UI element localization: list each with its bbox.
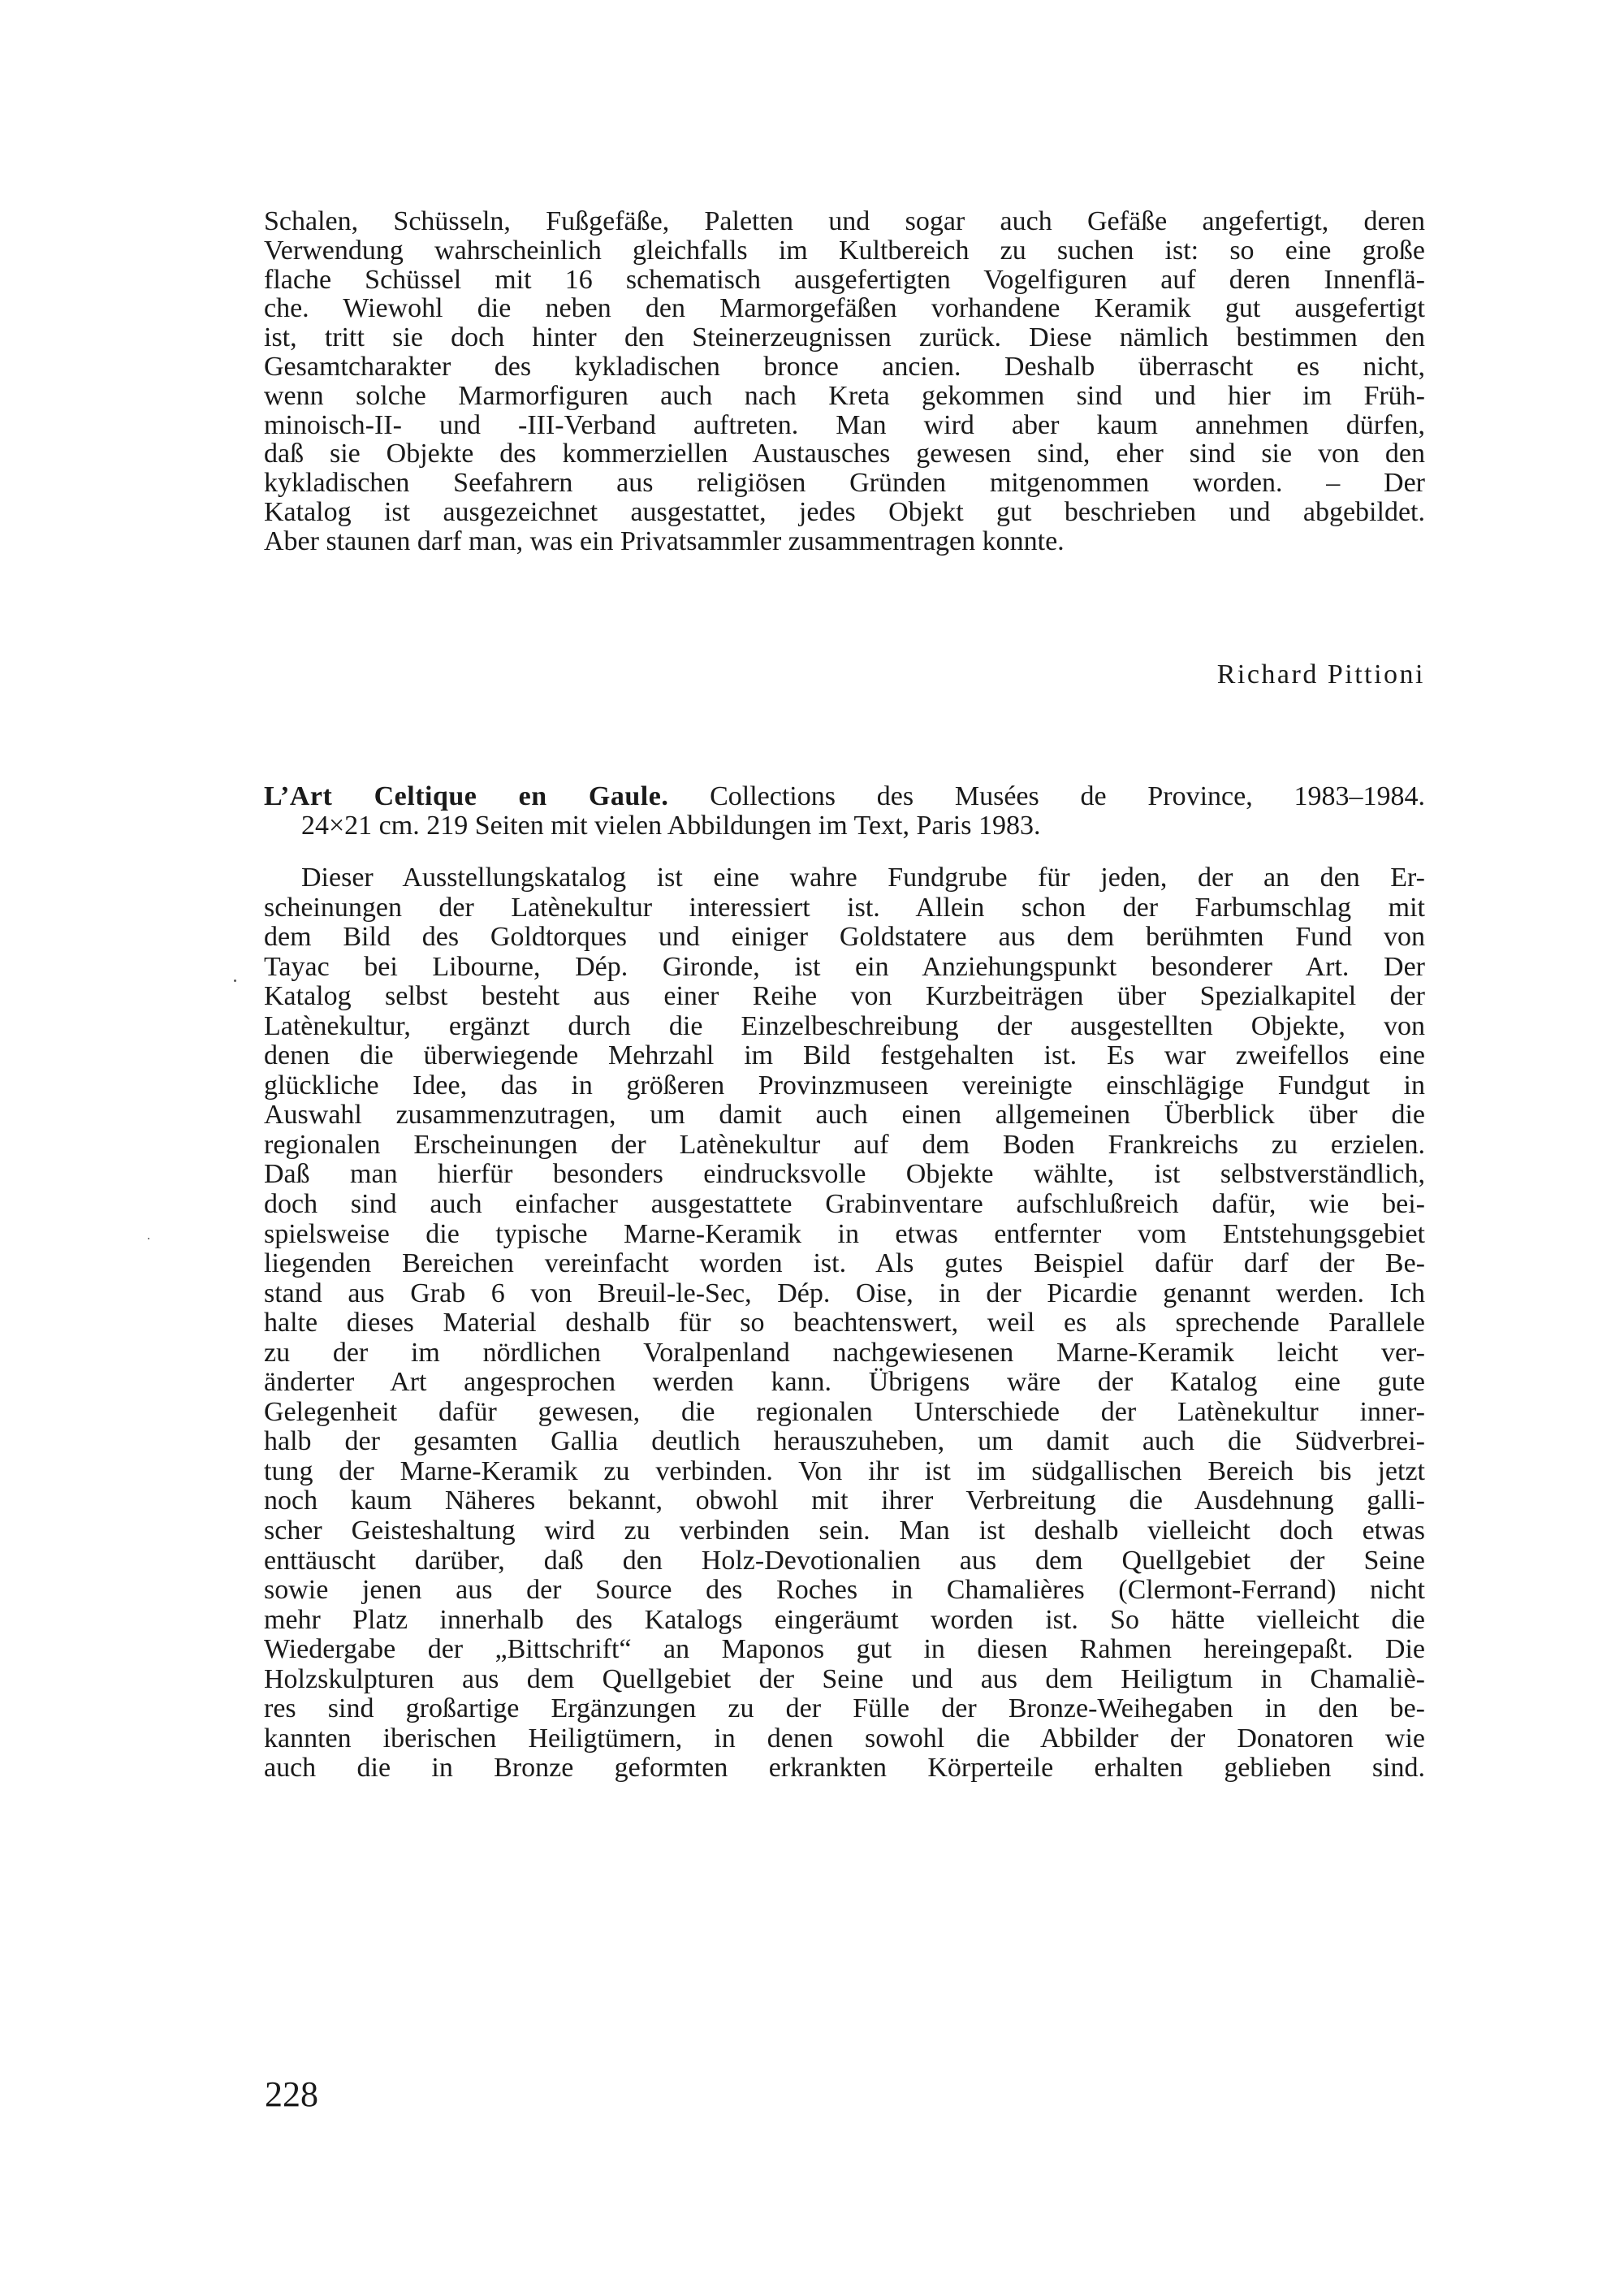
text-line: Wiedergabe der „Bittschrift“ an Maponos gut in diesen Rahmen hereingepaßt. Die [264, 1634, 1425, 1665]
text-line: Gelegenheit dafür gewesen, die regionalen Unterschiede der Latènekultur inner- [264, 1396, 1425, 1427]
text-line: tung der Marne-Keramik zu verbinden. Von ihr ist im südgallischen Bereich bis jetzt [264, 1455, 1425, 1486]
text-line: noch kaum Näheres bekannt, obwohl mit ihrer Verbreitung die Ausdehnung galli- [264, 1485, 1425, 1516]
text-line: Schalen, Schüsseln, Fußgefäße, Paletten und sogar auch Gefäße angefertigt, deren [264, 206, 1425, 236]
text-line: liegenden Bereichen vereinfacht worden ist. Als gutes Beispiel dafür darf der Be- [264, 1248, 1425, 1279]
text-line: kannten iberischen Heiligtümern, in denen sowohl die Abbilder der Donatoren wie [264, 1723, 1425, 1754]
text-line: Verwendung wahrscheinlich gleichfalls im Kultbereich zu suchen ist: so eine große [264, 235, 1425, 266]
text-line: auch die in Bronze geformten erkrankten Körperteile erhalten geblieben sind. [264, 1753, 1425, 1784]
page-number: 228 [265, 2074, 318, 2114]
text-line: Holzskulpturen aus dem Quellgebiet der Seine und aus dem Heiligtum in Chamaliè- [264, 1663, 1425, 1694]
text-line: stand aus Grab 6 von Breuil-le-Sec, Dép. Oise, in der Picardie genannt werden. Ich [264, 1278, 1425, 1308]
text-line: Daß man hierfür besonders eindrucksvolle Objekte wählte, ist selbstverständlich, [264, 1159, 1425, 1190]
text-line: Aber staunen darf man, was ein Privatsammler zusammentragen konnte. [264, 525, 1065, 556]
text-line: denen die überwiegende Mehrzahl im Bild festgehalten ist. Es war zweifellos eine [264, 1040, 1425, 1071]
review-citation [264, 782, 1425, 841]
text-line: Tayac bei Libourne, Dép. Gironde, ist ein Anziehungspunkt besonderer Art. Der [264, 951, 1425, 982]
text-line: flache Schüssel mit 16 schematisch ausgefertigten Vogelfiguren auf deren Innenflä- [264, 264, 1425, 295]
text-line: ist, tritt sie doch hinter den Steinerzeugnissen zurück. Diese nämlich bestimmen den [264, 322, 1425, 353]
text-line: Katalog selbst besteht aus einer Reihe von Kurzbeiträgen über Spezialkapitel der [264, 981, 1425, 1012]
scan-speck [234, 980, 236, 982]
reviewer-signature: Richard Pittioni [1216, 659, 1425, 690]
citation-line-1 [264, 782, 1425, 811]
text-line: halte dieses Material deshalb für so beachtenswert, weil es als sprechende Parallele [264, 1308, 1425, 1338]
text-line: Auswahl zusammenzutragen, um damit auch einen allgemeinen Überblick über die [264, 1100, 1425, 1131]
text-line: regionalen Erscheinungen der Latènekultur auf dem Boden Frankreichs zu erzielen. [264, 1129, 1425, 1160]
text-line: minoisch-II- und -III-Verband auftreten. Man wird aber kaum annehmen dürfen, [264, 409, 1425, 440]
text-line: änderter Art angesprochen werden kann. Übrigens wäre der Katalog eine gute [264, 1367, 1425, 1398]
previous-review-text [264, 207, 1425, 556]
text-line: zu der im nördlichen Voralpenland nachgewiesenen Marne-Keramik leicht ver- [264, 1337, 1425, 1368]
text-line: scheinungen der Latènekultur interessiert ist. Allein schon der Farbumschlag mit [264, 892, 1425, 923]
text-line: doch sind auch einfacher ausgestattete Grabinventare aufschlußreich dafür, wie bei- [264, 1189, 1425, 1220]
text-line: Dieser Ausstellungskatalog ist eine wahre Fundgrube für jeden, der an den Er- [301, 863, 1425, 893]
review-body [264, 863, 1425, 1784]
text-line: glückliche Idee, das in größeren Provinzmuseen vereinigte einschlägige Fundgut in [264, 1070, 1425, 1101]
text-line: mehr Platz innerhalb des Katalogs eingeräumt worden ist. So hätte vielleicht die [264, 1604, 1425, 1635]
citation-line-2: 24×21 cm. 219 Seiten mit vielen Abbildungen im Text, Paris 1983. [301, 811, 1041, 841]
text-line: sowie jenen aus der Source des Roches in Chamalières (Clermont-Ferrand) nicht [264, 1575, 1425, 1606]
text-line: scher Geisteshaltung wird zu verbinden sein. Man ist deshalb vielleicht doch etwas [264, 1516, 1425, 1546]
text-line: Gesamtcharakter des kykladischen bronce ancien. Deshalb überrascht es nicht, [264, 351, 1425, 382]
text-line: spielsweise die typische Marne-Keramik in etwas entfernter vom Entstehungsgebiet [264, 1218, 1425, 1249]
text-line: enttäuscht darüber, daß den Holz-Devotionalien aus dem Quellgebiet der Seine [264, 1545, 1425, 1576]
text-line: dem Bild des Goldtorques und einiger Goldstatere aus dem berühmten Fund von [264, 922, 1425, 953]
text-line: daß sie Objekte des kommerziellen Austausches gewesen sind, eher sind sie von den [264, 439, 1425, 469]
text-line: wenn solche Marmorfiguren auch nach Kreta gekommen sind und hier im Früh- [264, 380, 1425, 411]
review-title: L’Art Celtique en Gaule. [264, 781, 669, 811]
text-line: kykladischen Seefahrern aus religiösen Gründen mitgenommen worden. – Der [264, 468, 1425, 499]
text-line: halb der gesamten Gallia deutlich herauszuheben, um damit auch die Südverbrei- [264, 1426, 1425, 1457]
scan-speck [148, 1238, 149, 1239]
citation-details: Collections des Musées de Province, 1983–1984. [710, 781, 1425, 811]
text-line: Katalog ist ausgezeichnet ausgestattet, jedes Objekt gut beschrieben und abgebildet. [264, 496, 1425, 527]
text-line: che. Wiewohl die neben den Marmorgefäßen vorhandene Keramik gut ausgefertigt [264, 293, 1425, 324]
text-line: res sind großartige Ergänzungen zu der Fülle der Bronze-Weihegaben in den be- [264, 1693, 1425, 1724]
text-line: Latènekultur, ergänzt durch die Einzelbeschreibung der ausgestellten Objekte, von [264, 1010, 1425, 1041]
